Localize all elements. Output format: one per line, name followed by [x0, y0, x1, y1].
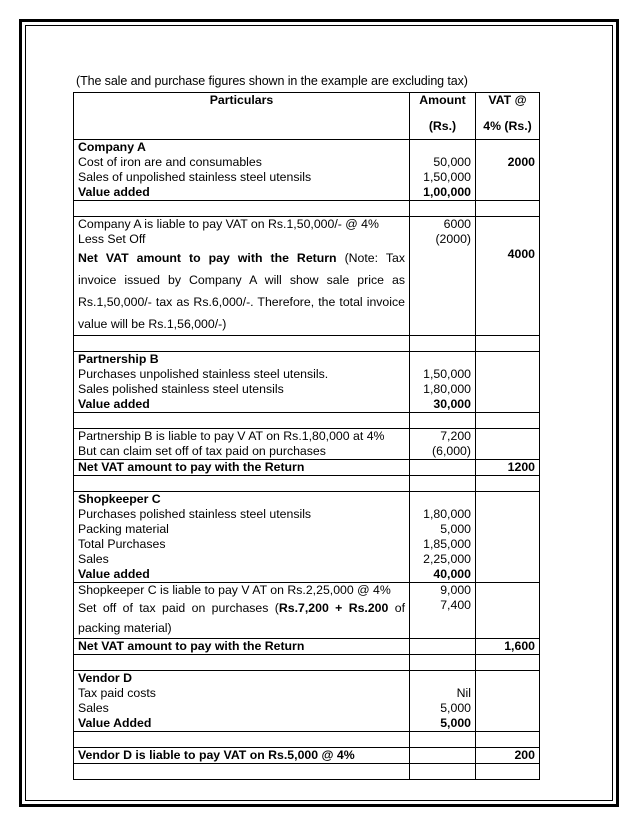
row-amount: (2000) — [410, 232, 476, 247]
row-label: Sales polished stainless steel utensils — [74, 382, 410, 397]
row-amount: 1,50,000 — [410, 170, 476, 185]
row-amount: 1,00,000 — [410, 185, 476, 201]
row-label: Partnership B is liable to pay V AT on Rs.1,80,000 at 4% — [74, 429, 410, 445]
row-vat: 4000 — [476, 247, 540, 336]
row-label: Shopkeeper C is liable to pay V AT on Rs.2,25,000 @ 4% — [74, 583, 410, 599]
row-label: Value added — [74, 397, 410, 413]
row-amount: 50,000 — [410, 155, 476, 170]
row-amount: 6000 — [410, 217, 476, 233]
row-amount: 5,000 — [410, 522, 476, 537]
row-label: Cost of iron are and consumables — [74, 155, 410, 170]
row-amount: 5,000 — [410, 701, 476, 716]
row-label: Tax paid costs — [74, 686, 410, 701]
row-amount: 1,50,000 — [410, 367, 476, 382]
vat-table — [73, 92, 540, 780]
row-label: Packing material — [74, 522, 410, 537]
row-amount: 7,400 — [410, 598, 476, 639]
row-vat: 200 — [476, 748, 540, 764]
row-amount: Nil — [410, 686, 476, 701]
row-amount: 1,85,000 — [410, 537, 476, 552]
section-title-partnership-b: Partnership B — [74, 352, 410, 368]
section-title-shopkeeper-c: Shopkeeper C — [74, 492, 410, 508]
row-vat: 2000 — [476, 155, 540, 170]
row-vat: 1,600 — [476, 639, 540, 655]
row-label: Total Purchases — [74, 537, 410, 552]
row-label: Company A is liable to pay VAT on Rs.1,50,000/- @ 4% — [74, 217, 410, 233]
row-label: Sales — [74, 701, 410, 716]
row-label: Net VAT amount to pay with the Return — [74, 460, 410, 476]
header-row — [74, 93, 540, 140]
row-label: Value added — [74, 185, 410, 201]
row-label: Sales of unpolished stainless steel utensils — [74, 170, 410, 185]
note-text: (The sale and purchase figures shown in the example are excluding tax) — [76, 74, 468, 88]
row-amount: 5,000 — [410, 716, 476, 732]
row-amount: 2,25,000 — [410, 552, 476, 567]
setoff-note-shopkeeper-c: Set off of tax paid on purchases (Rs.7,200 + Rs.200 of packing material) — [74, 598, 410, 639]
row-amount: 40,000 — [410, 567, 476, 583]
row-label: Value added — [74, 567, 410, 583]
row-label: Sales — [74, 552, 410, 567]
row-label: Value Added — [74, 716, 410, 732]
section-title-vendor-d: Vendor D — [74, 671, 410, 687]
header-particulars: Particulars — [74, 93, 410, 140]
row-amount: 30,000 — [410, 397, 476, 413]
row-amount: 9,000 — [410, 583, 476, 599]
row-label: Less Set Off — [74, 232, 410, 247]
row-label: Vendor D is liable to pay VAT on Rs.5,000 @ 4% — [74, 748, 410, 764]
header-amount: Amount (Rs.) — [410, 93, 476, 140]
row-label: But can claim set off of tax paid on purchases — [74, 444, 410, 460]
row-label: Net VAT amount to pay with the Return — [74, 639, 410, 655]
row-vat: 1200 — [476, 460, 540, 476]
row-amount: 1,80,000 — [410, 382, 476, 397]
row-amount: (6,000) — [410, 444, 476, 460]
row-label: Purchases unpolished stainless steel utensils. — [74, 367, 410, 382]
row-amount: 7,200 — [410, 429, 476, 445]
row-amount: 1,80,000 — [410, 507, 476, 522]
net-vat-note-company-a: Net VAT amount to pay with the Return (Note: Tax invoice issued by Company A will show sale price as Rs.1,50,000/- tax as Rs.6,000/-. Therefore, the total invoice value will be Rs.1,56,000/-) — [74, 247, 410, 336]
header-vat: VAT @ 4% (Rs.) — [476, 93, 540, 140]
row-label: Purchases polished stainless steel utensils — [74, 507, 410, 522]
section-title-company-a: Company A — [74, 140, 410, 156]
